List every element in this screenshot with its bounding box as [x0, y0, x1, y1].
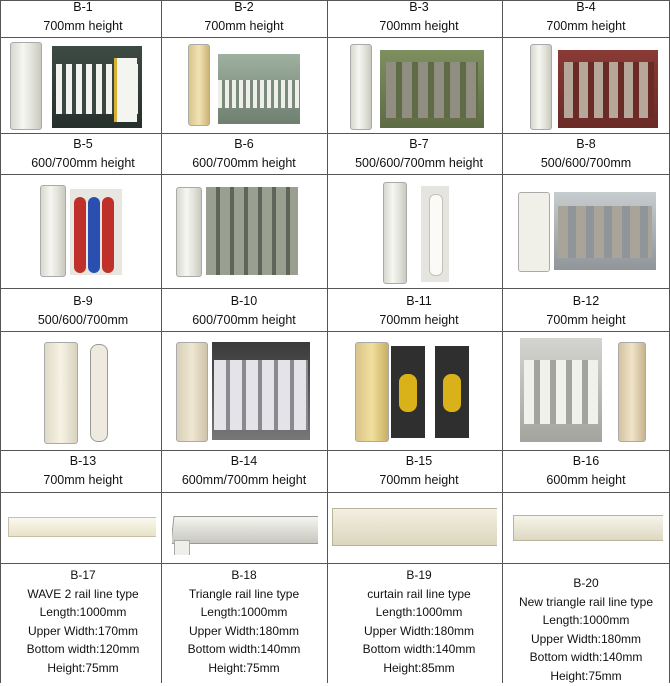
product-photo-b14 — [172, 510, 318, 555]
product-label: B-1 700mm height — [43, 0, 123, 33]
product-label: B-7 500/600/700mm height — [355, 137, 483, 170]
product-photo-b1 — [10, 40, 145, 130]
product-label: B-9 500/600/700mm — [37, 294, 129, 327]
product-label: B-8 500/600/700mm — [540, 137, 632, 170]
product-label: B-15 700mm height — [379, 454, 459, 487]
product-photo-b6 — [176, 185, 301, 277]
product-photo-b5 — [40, 183, 125, 279]
product-photo-b16 — [513, 513, 663, 541]
product-label: B-2 700mm height — [204, 0, 284, 33]
product-label: B-14 600mm/700mm height — [181, 454, 307, 487]
product-photo-b10 — [176, 340, 311, 442]
product-photo-b3 — [350, 40, 485, 130]
product-photo-b12 — [520, 336, 660, 444]
product-label: B-6 600/700mm height — [192, 137, 296, 170]
rail-spec-b18: B-18 Triangle rail line type Length:1000mm Upper Width:180mm Bottom width:140mm Height:75mm — [187, 568, 301, 675]
rail-spec-b17: B-17 WAVE 2 rail line type Length:1000mm Upper Width:170mm Bottom width:120mm Height:75mm — [26, 568, 140, 675]
product-photo-b9 — [40, 336, 125, 444]
product-photo-b15 — [332, 508, 497, 546]
product-label: B-12 700mm height — [546, 294, 626, 327]
product-photo-b11 — [355, 340, 475, 442]
product-label: B-10 600/700mm height — [192, 294, 296, 327]
product-label: B-11 700mm height — [379, 294, 459, 327]
rail-spec-b20: B-20 New triangle rail line type Length:1000mm Upper Width:180mm Bottom width:140mm Height:75mm — [518, 576, 654, 683]
product-label: B-13 700mm height — [43, 454, 123, 487]
product-photo-b8 — [518, 190, 658, 272]
product-label: B-16 600mm height — [546, 454, 626, 487]
product-photo-b7 — [383, 180, 453, 285]
rail-spec-b19: B-19 curtain rail line type Length:1000mm Upper Width:180mm Bottom width:140mm Height:85mm — [362, 568, 476, 675]
product-photo-b2 — [188, 40, 303, 126]
product-label: B-3 700mm height — [379, 0, 459, 33]
product-label: B-4 700mm height — [546, 0, 626, 33]
product-photo-b4 — [530, 40, 660, 130]
product-label: B-5 600/700mm height — [31, 137, 135, 170]
product-photo-b13 — [8, 515, 156, 537]
